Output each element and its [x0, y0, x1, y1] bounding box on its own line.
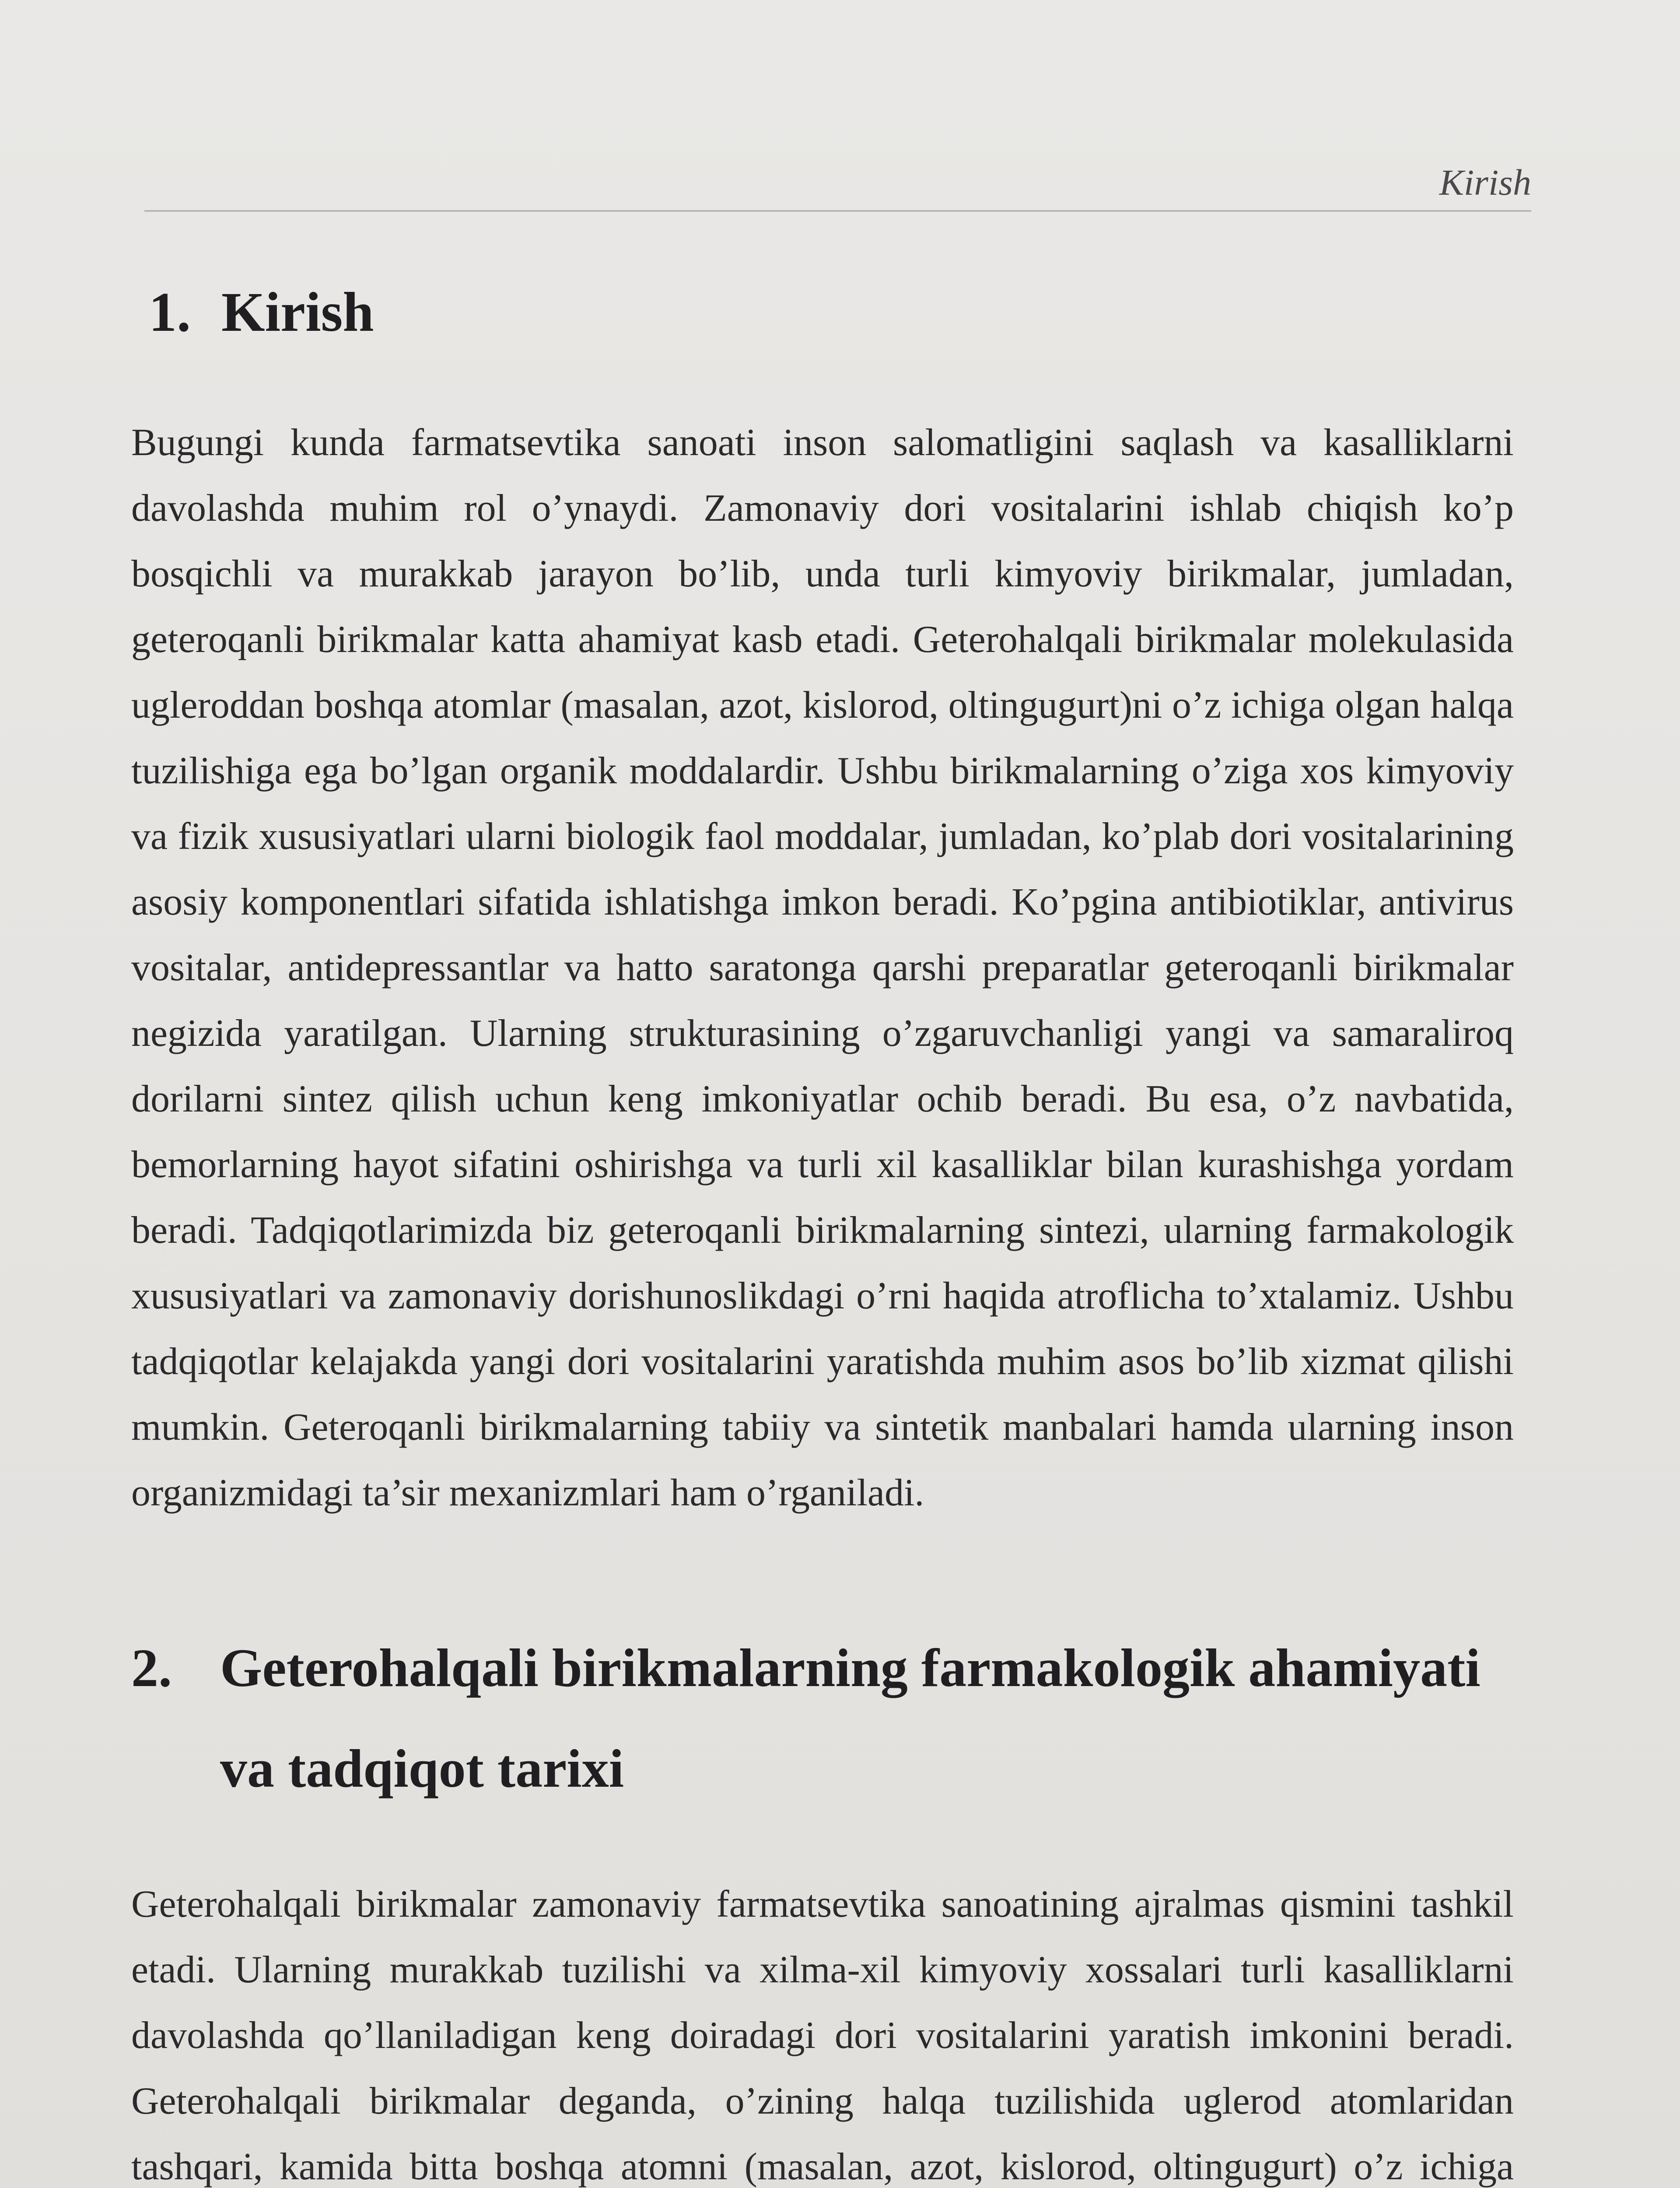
section-1-title: Kirish [221, 281, 374, 343]
section-2-number: 2. [131, 1638, 172, 1698]
section-1-paragraph: Bugungi kunda farmatsevtika sanoati inson salomatligini saqlash va kasalliklarni davolashda muhim rol o’ynaydi. Zamonaviy dori vositalarini ishlab chiqish ko’p bosqichli va murakkab jarayon bo’lib, unda turli kimyoviy birikmalar, jumladan, geteroqanli birikmalar katta ahamiyat kasb etadi. Geterohalqali birikmalar molekulasida ugleroddan boshqa atomlar (masalan, azot, kislorod, oltingugurt)ni o’z ichiga olgan halqa tuzilishiga ega bo’lgan organik moddalardir. Ushbu birikmalarning o’ziga xos kimyoviy va fizik xususiyatlari ularni biologik faol moddalar, jumladan, ko’plab dori vositalarining asosiy komponentlari sifatida ishlatishga imkon beradi. Ko’pgina antibiotiklar, antivirus vositalar, antidepressantlar va hatto saratonga qarshi preparatlar geteroqanli birikmalar negizida yaratilgan. Ularning strukturasining o’zgaruvchanligi yangi va samaraliroq dorilarni sintez qilish uchun keng imkoniyatlar ochib beradi. Bu esa, o’z navbatida, bemorlarning hayot sifatini oshirishga va turli xil kasalliklar bilan kurashishga yordam beradi. Tadqiqotlarimizda biz geteroqanli birikmalarning sintezi, ularning farmakologik xususiyatlari va zamonaviy dorishunoslikdagi o’rni haqida atroflicha to’xtalamiz. Ushbu tadqiqotlar kelajakda yangi dori vositalarini yaratishda muhim asos bo’lib xizmat qilishi mumkin. Geteroqanli birikmalarning tabiiy va sintetik manbalari hamda ularning inson organizmidagi ta’sir mexanizmlari ham o’rganiladi. [131, 421, 1514, 1514]
running-header [144, 158, 1531, 212]
section-2-paragraph: Geterohalqali birikmalar zamonaviy farmatsevtika sanoatining ajralmas qismini tashkil etadi. Ularning murakkab tuzilishi va xilma-xil kimyoviy xossalari turli kasalliklarni davolashda qo’llaniladigan keng doiradagi dori vositalarini yaratish imkonini beradi. Geterohalqali birikmalar deganda, o’zining halqa tuzilishida uglerod atomlaridan tashqari, kamida bitta boshqa atomni (masalan, azot, kislorod, oltingugurt) o’z ichiga [131, 1883, 1514, 2188]
section-1-heading [149, 280, 1514, 344]
section-1-number: 1. [149, 281, 191, 343]
running-header-title: Kirish [1439, 162, 1531, 203]
section-2-title: Geterohalqali birikmalarning farmakologik ahamiyati va tadqiqot tarixi [220, 1638, 1480, 1799]
page-content [131, 280, 1514, 2188]
section-2-heading [131, 1618, 1514, 1819]
